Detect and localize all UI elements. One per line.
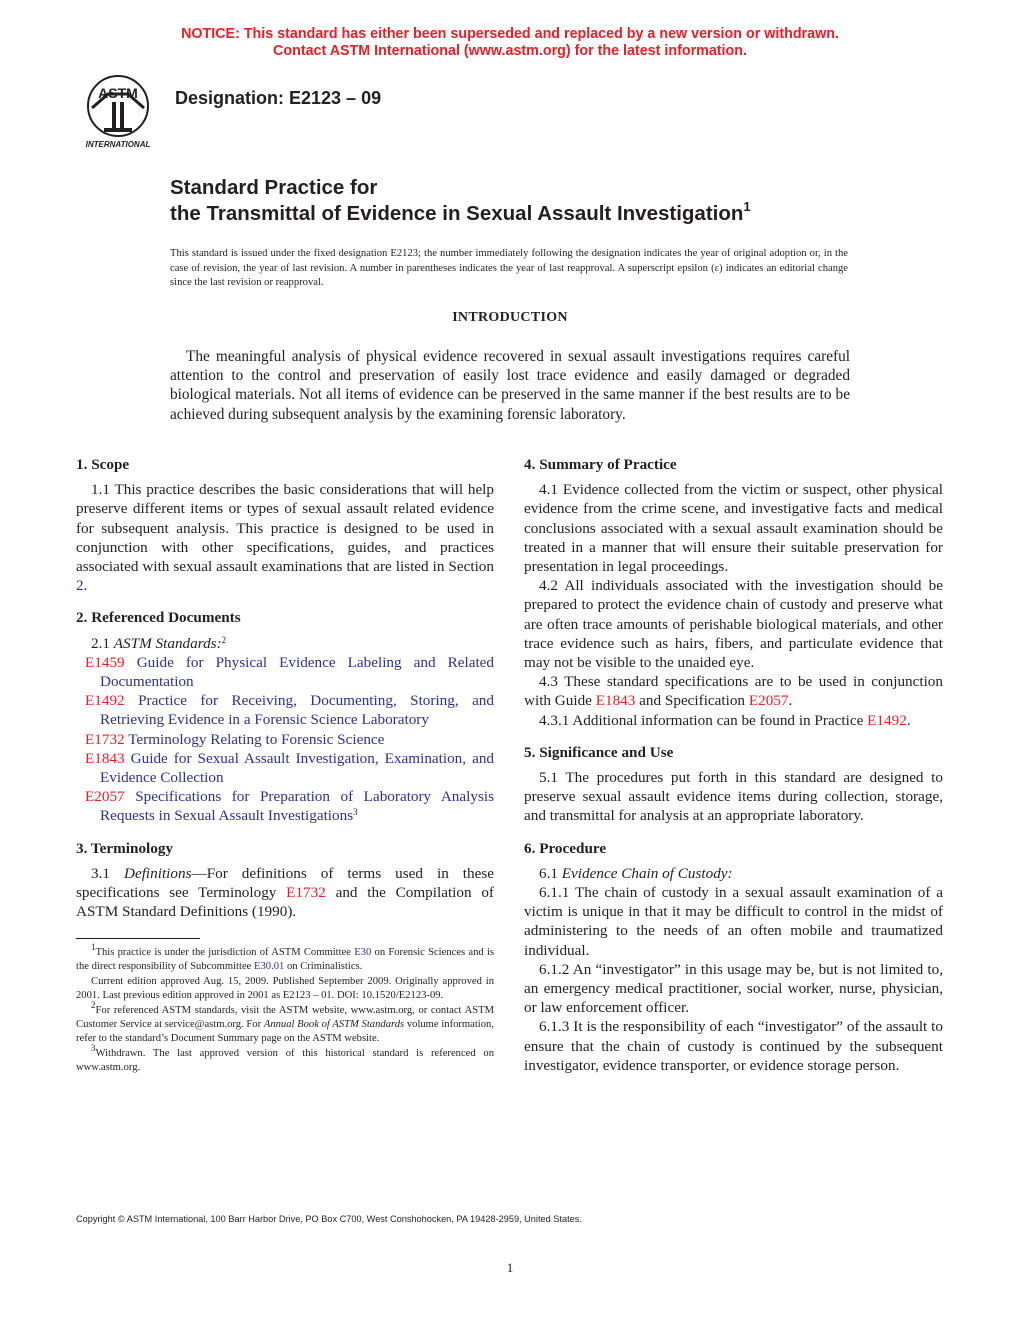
- notice-line-2: Contact ASTM International (www.astm.org) for the latest information.: [273, 43, 747, 59]
- procedure-paragraph: 6.1.3 It is the responsibility of each “investigator” of the assault to ensure that the chain of custody is continued by the subsequent investigator, evidence transporter, or evidence storage person.: [524, 1018, 943, 1074]
- footnotes: [76, 942, 495, 1076]
- procedure-paragraph: 6.1.2 An “investigator” in this usage may be, but is not limited to, an emergency medical practitioner, social worker, nurse, physician, or law enforcement officer.: [524, 960, 943, 1017]
- astm-standards-intro: 2.1 ASTM Standards:$^2$: [91, 634, 227, 652]
- document-title: [170, 175, 751, 227]
- scope-section: [76, 455, 494, 595]
- footnote-1-edition: Current edition approved Aug. 15, 2009. Published September 2009. Originally approved in 2001. Last previous edition approved in 2001 as E2123 – 01. DOI: 10.1520/E2123-09.: [76, 975, 494, 1002]
- issue-note: This standard is issued under the fixed designation E2123; the number immediately following the designation indicates the year of original adoption or, in the case of revision, the year of last revision. A number in parentheses indicates the year of last reapproval. A superscript epsilon (ε) indicates an editorial change since the last revision or reapproval.: [170, 248, 848, 288]
- referenced-documents-heading: 2. Referenced Documents: [76, 609, 241, 627]
- terminology-heading: 3. Terminology: [76, 839, 174, 857]
- summary-heading: 4. Summary of Practice: [524, 456, 677, 473]
- right-column: [524, 455, 943, 1088]
- summary-section: [524, 455, 943, 730]
- terminology-section: [76, 839, 494, 922]
- summary-paragraph: 4.3.1 Additional information can be found in Practice E1492.: [539, 711, 911, 729]
- astm-logo-icon: [74, 72, 162, 152]
- committee-e30-link[interactable]: E30: [354, 947, 372, 958]
- withdrawal-notice: [0, 26, 1020, 60]
- e2057-link[interactable]: E2057: [748, 692, 789, 710]
- e1492-link[interactable]: E1492: [867, 711, 907, 729]
- scope-paragraph: 1.1 This practice describes the basic considerations that will help preserve different items or types of sexual assault related evidence for subsequent analysis. This practice is designed to be used in conjunction with other specifications, guides, and practices associated with sexual assault examinations that are listed in Section 2.: [76, 481, 494, 595]
- e1843-link[interactable]: E1843: [595, 692, 636, 710]
- notice-line-1: NOTICE: This standard has either been superseded and replaced by a new version or withdrawn.: [181, 26, 839, 42]
- copyright: Copyright © ASTM International, 100 Barr Harbor Drive, PO Box C700, West Conshohocken, PA 19428-2959, United States.: [76, 1214, 582, 1224]
- procedure-section: [524, 839, 943, 1075]
- scope-heading: 1. Scope: [76, 456, 130, 473]
- summary-paragraph: 4.3 These standard specifications are to be used in conjunction with Guide E1843 and Specification E2057.: [524, 673, 943, 710]
- page-number: 1: [506, 1260, 514, 1275]
- section-2-link[interactable]: 2: [76, 577, 84, 595]
- significance-section: [524, 743, 943, 826]
- significance-heading: 5. Significance and Use: [524, 743, 674, 761]
- logo-caption: INTERNATIONAL: [85, 140, 151, 149]
- footnote-rule: [76, 938, 200, 939]
- significance-paragraph: 5.1 The procedures put forth in this standard are designed to preserve sexual assault evidence items during collection, storage, and transmittal for analysis at an appropriate laboratory.: [524, 769, 943, 825]
- designation: Designation: E2123 – 09: [175, 88, 382, 108]
- procedure-paragraph: 6.1 Evidence Chain of Custody:: [539, 864, 733, 882]
- title-line-2: the Transmittal of Evidence in Sexual Assault Investigation: [170, 202, 744, 225]
- reference-item[interactable]: E1843 Guide for Sexual Assault Investigation, Examination, and Evidence Collection: [85, 749, 495, 787]
- summary-paragraph: 4.1 Evidence collected from the victim or suspect, other physical evidence from the crime scene, and investigative facts and medical conclusions associated with a sexual assault examination should be treated in a manner that will ensure their suitable preservation for presentation in legal proceedings.: [524, 481, 943, 576]
- referenced-documents-section: [76, 608, 494, 825]
- reference-item[interactable]: E1492 Practice for Receiving, Documenting, Storing, and Retrieving Evidence in a Forensic Science Laboratory: [85, 692, 494, 729]
- footnote-3: $^3$Withdrawn. The last approved version of this historical standard is referenced on www.astm.org.: [76, 1042, 494, 1074]
- summary-paragraph: 4.2 All individuals associated with the investigation should be prepared to protect the evidence chain of custody and preserve what are often trace amounts of perishable biological materials, and other trace evidence such as hairs, fibers, and particulate evidence that may not be visible to the unaided eye.: [524, 577, 943, 672]
- reference-item[interactable]: E1732 Terminology Relating to Forensic Science: [85, 730, 385, 748]
- astm-logo: [74, 72, 162, 152]
- title-footnote-mark: 1: [743, 199, 751, 214]
- e1732-link[interactable]: E1732: [286, 884, 326, 902]
- footnote-1: $^1$This practice is under the jurisdiction of ASTM Committee E30 on Forensic Sciences and is the direct responsibility of Subcommittee E30.01 on Criminalistics.: [76, 942, 495, 973]
- left-column: [76, 455, 494, 934]
- logo-letters: ASTM: [98, 85, 138, 101]
- procedure-heading: 6. Procedure: [524, 839, 607, 857]
- terminology-paragraph: 3.1 Definitions—For definitions of terms used in these specifications see Terminology E1732 and the Compilation of ASTM Standard Definitions (1990).: [76, 864, 495, 921]
- reference-item[interactable]: E2057 Specifications for Preparation of Laboratory Analysis Requests in Sexual Assault Investigations$^3$: [85, 788, 494, 825]
- introduction-text: The meaningful analysis of physical evidence recovered in sexual assault investigations requires careful attention to the control and preservation of easily lost trace evidence and easily damaged or degraded biological materials. Not all items of evidence can be preserved in the same manner if the best results are to be achieved during subsequent analysis by the examining forensic laboratory.: [170, 348, 850, 423]
- introduction-heading: INTRODUCTION: [452, 310, 568, 325]
- title-line-1: Standard Practice for: [170, 176, 378, 199]
- reference-item[interactable]: E1459 Guide for Physical Evidence Labeling and Related Documentation: [85, 653, 495, 691]
- subcommittee-e3001-link[interactable]: E30.01: [254, 961, 285, 973]
- footnote-2: $^2$For referenced ASTM standards, visit the ASTM website, www.astm.org, or contact ASTM Customer Service at service@astm.org. For Annual Book of ASTM Standards volume information, refer to the standard’s Document Summary page on the ASTM website.: [76, 999, 494, 1045]
- procedure-paragraph: 6.1.1 The chain of custody in a sexual assault examination of a victim is unique in that it may be difficult to control in the midst of administering to the needs of an often mobile and traumatized individual.: [524, 884, 943, 959]
